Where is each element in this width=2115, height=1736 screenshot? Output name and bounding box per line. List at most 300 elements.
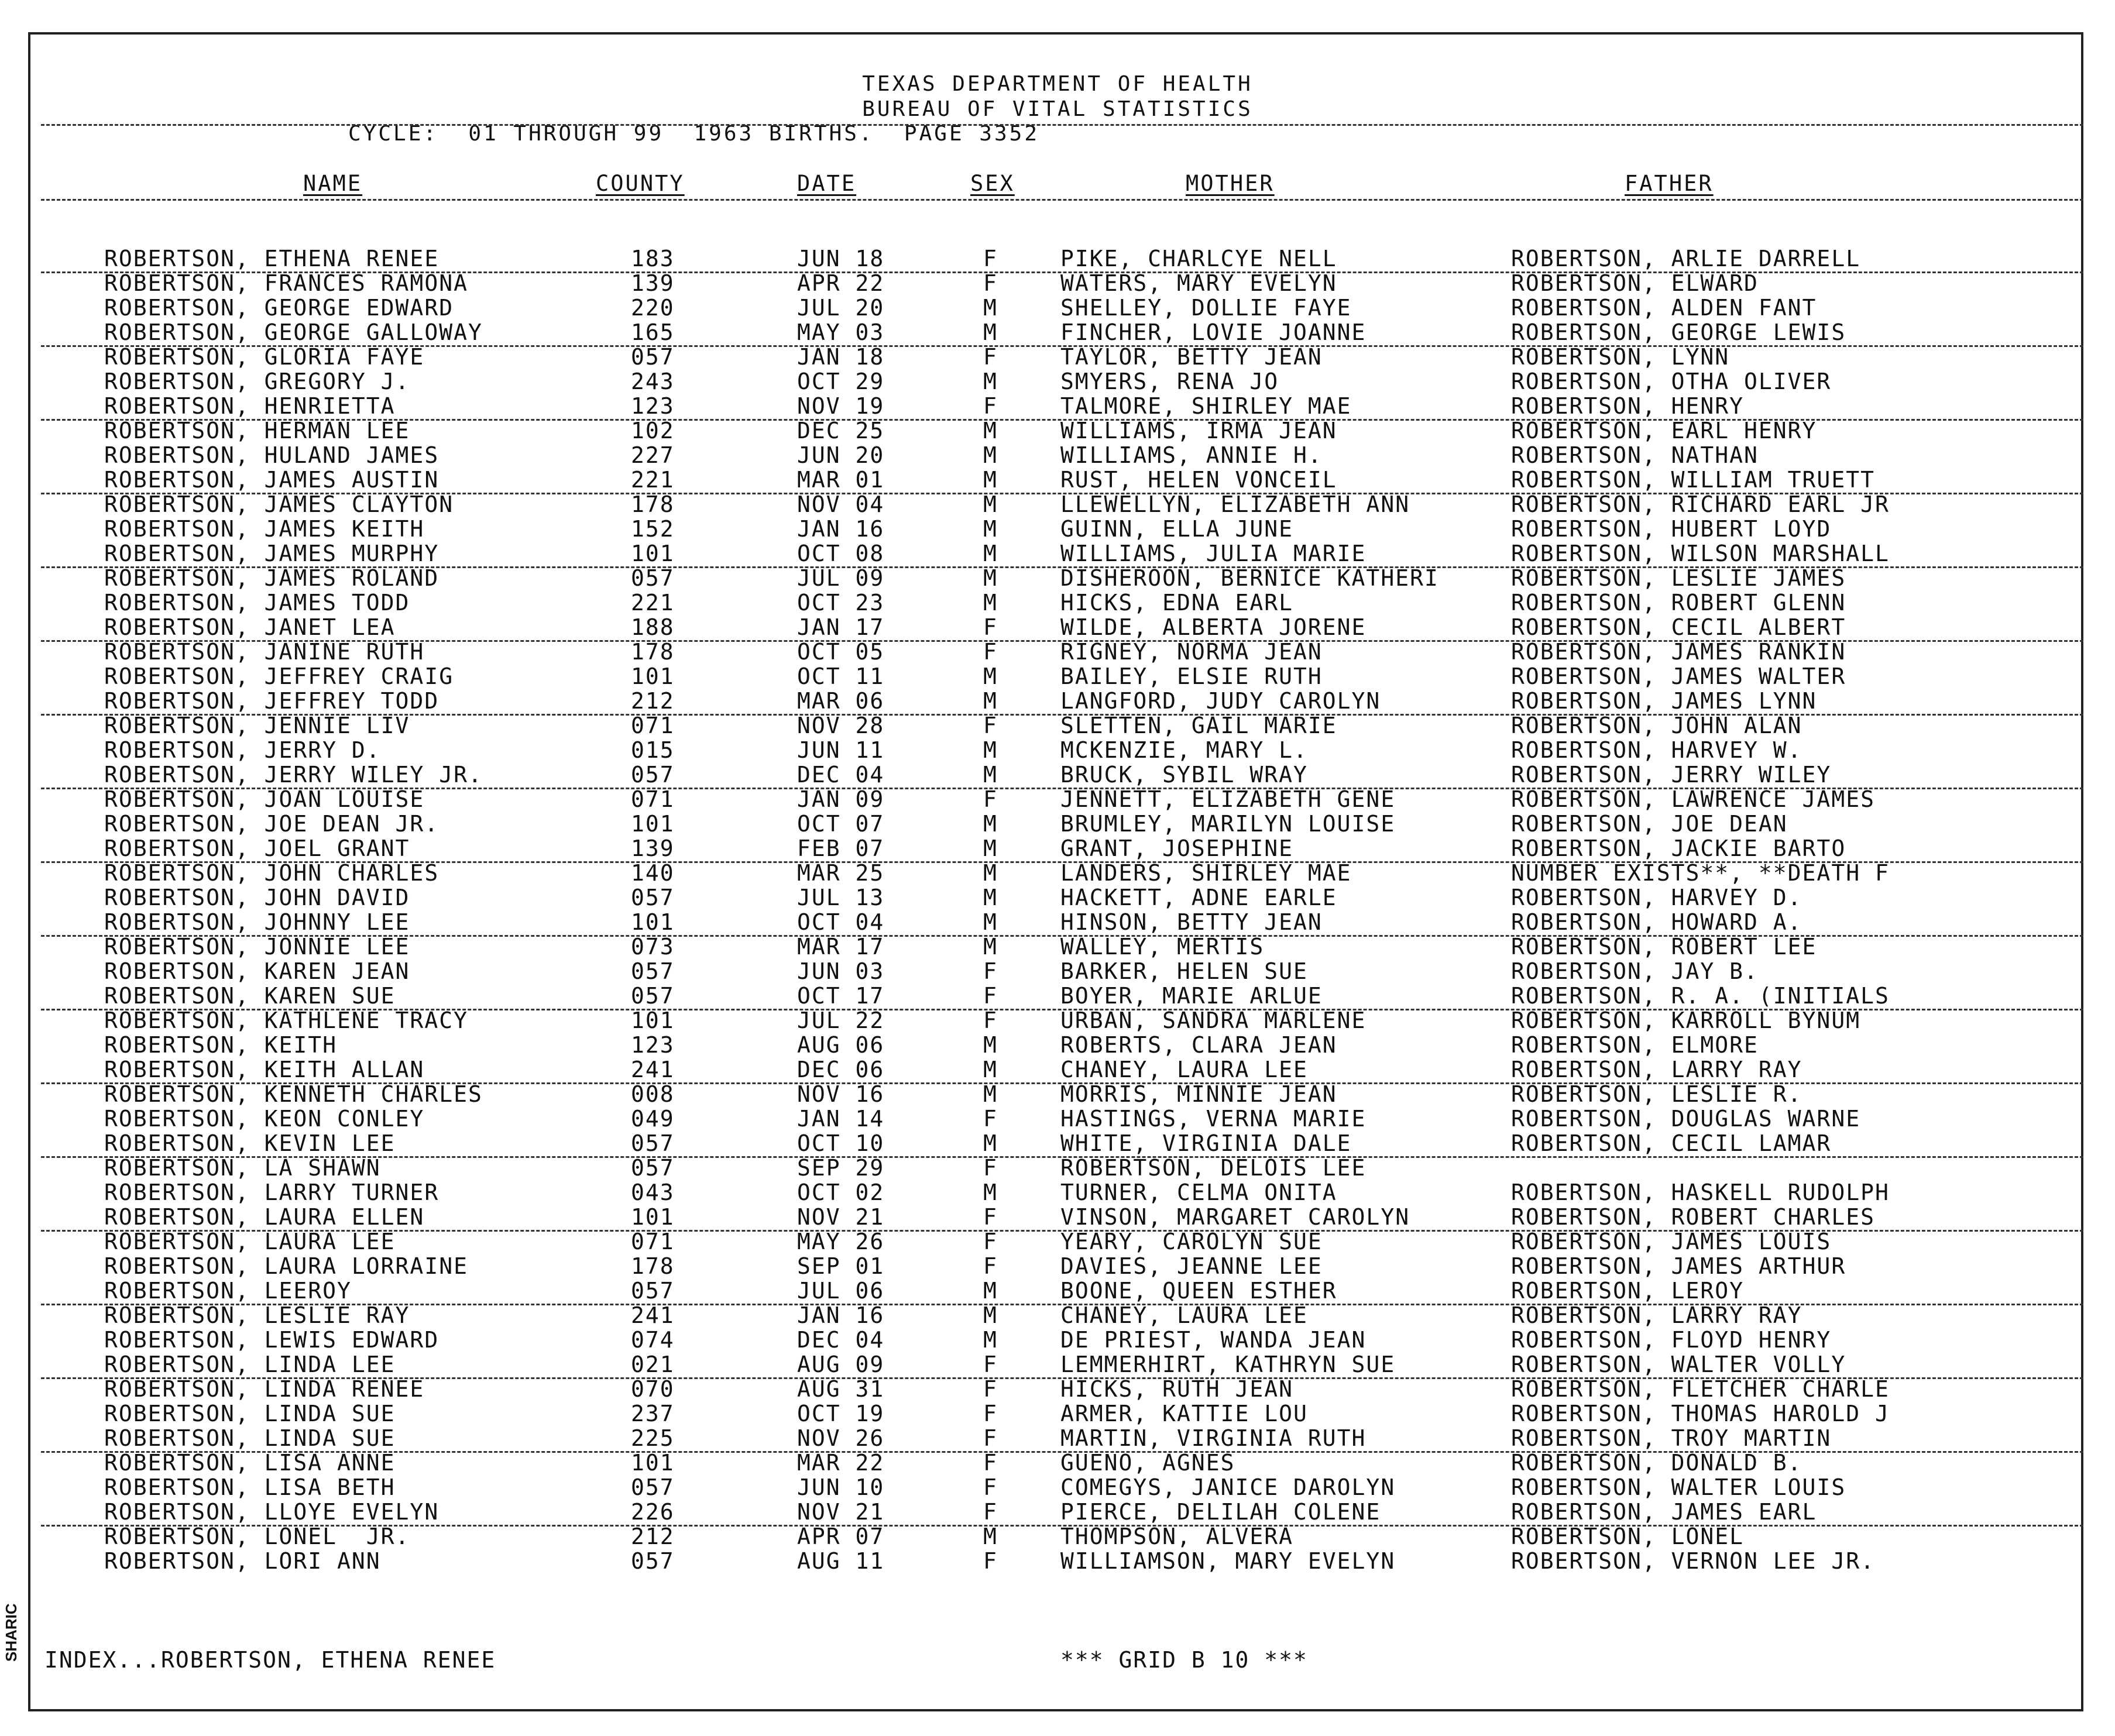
col-header-name: NAME [303, 171, 363, 196]
cell-date: APR 07 [797, 1524, 885, 1549]
table-row [0, 1057, 2115, 1081]
cell-county: 057 [631, 885, 675, 910]
cell-name: ROBERTSON, LISA BETH [104, 1474, 396, 1500]
cell-father: ROBERTSON, VERNON LEE JR. [1511, 1548, 1875, 1574]
cell-county: 221 [631, 467, 675, 493]
cell-father: ROBERTSON, LARRY RAY [1511, 1302, 1802, 1328]
table-row [0, 344, 2115, 369]
table-row [0, 1524, 2115, 1548]
cell-county: 152 [631, 516, 675, 542]
cell-sex: M [983, 934, 998, 960]
cell-sex: M [983, 1180, 998, 1205]
cell-name: ROBERTSON, LAURA LEE [104, 1229, 396, 1254]
cell-sex: F [983, 246, 998, 271]
cell-sex: F [983, 1106, 998, 1132]
cell-name: ROBERTSON, LINDA SUE [104, 1425, 396, 1451]
cell-name: ROBERTSON, GEORGE EDWARD [104, 295, 454, 321]
cell-county: 057 [631, 1278, 675, 1304]
table-row [0, 1352, 2115, 1376]
cell-date: JUN 11 [797, 737, 885, 763]
cell-mother: CHANEY, LAURA LEE [1060, 1302, 1308, 1328]
cell-sex: M [983, 295, 998, 321]
table-row [0, 1229, 2115, 1253]
cell-county: 123 [631, 1032, 675, 1058]
cell-name: ROBERTSON, FRANCES RAMONA [104, 270, 468, 296]
cell-father: ROBERTSON, JOHN ALAN [1511, 713, 1802, 738]
cell-mother: MCKENZIE, MARY L. [1060, 737, 1308, 763]
table-row [0, 491, 2115, 516]
cell-name: ROBERTSON, HERMAN LEE [104, 418, 410, 444]
table-row [0, 786, 2115, 811]
cell-mother: WILLIAMSON, MARY EVELYN [1060, 1548, 1396, 1574]
cell-county: 212 [631, 1524, 675, 1549]
table-row [0, 1425, 2115, 1450]
cell-name: ROBERTSON, LA SHAWN [104, 1155, 381, 1181]
cell-father: ROBERTSON, DOUGLAS WARNE [1511, 1106, 1861, 1132]
cell-date: NOV 19 [797, 393, 885, 419]
cell-sex: F [983, 1229, 998, 1254]
cell-mother: THOMPSON, ALVERA [1060, 1524, 1294, 1549]
cell-mother: HASTINGS, VERNA MARIE [1060, 1106, 1366, 1132]
table-row [0, 983, 2115, 1008]
cell-father: ROBERTSON, KARROLL BYNUM [1511, 1008, 1861, 1033]
cell-sex: F [983, 958, 998, 984]
cell-county: 043 [631, 1180, 675, 1205]
table-row [0, 934, 2115, 958]
cell-sex: M [983, 1278, 998, 1304]
table-row [0, 1474, 2115, 1499]
cell-county: 178 [631, 639, 675, 665]
cell-county: 073 [631, 934, 675, 960]
cell-name: ROBERTSON, JEFFREY TODD [104, 688, 440, 714]
cell-date: NOV 28 [797, 713, 885, 738]
cell-county: 241 [631, 1057, 675, 1082]
cell-county: 057 [631, 1155, 675, 1181]
cell-father: ROBERTSON, JERRY WILEY [1511, 762, 1832, 788]
cell-date: JUL 13 [797, 885, 885, 910]
cell-county: 101 [631, 1204, 675, 1230]
cell-name: ROBERTSON, JAMES ROLAND [104, 565, 440, 591]
cell-father: NUMBER EXISTS**, **DEATH F [1511, 860, 1890, 886]
cell-county: 057 [631, 565, 675, 591]
cell-county: 237 [631, 1401, 675, 1426]
cell-county: 178 [631, 491, 675, 517]
cell-county: 225 [631, 1425, 675, 1451]
cell-sex: M [983, 1130, 998, 1156]
cell-sex: M [983, 467, 998, 493]
cell-mother: HICKS, RUTH JEAN [1060, 1376, 1294, 1402]
table-row [0, 1548, 2115, 1573]
cell-father: ROBERTSON, THOMAS HAROLD J [1511, 1401, 1890, 1426]
table-row [0, 1401, 2115, 1425]
cell-name: ROBERTSON, JAMES TODD [104, 590, 410, 616]
cell-date: NOV 26 [797, 1425, 885, 1451]
cell-date: OCT 23 [797, 590, 885, 616]
cell-date: JUL 06 [797, 1278, 885, 1304]
agency-title: TEXAS DEPARTMENT OF HEALTH [862, 72, 1253, 96]
table-row [0, 319, 2115, 344]
cell-date: OCT 19 [797, 1401, 885, 1426]
cell-sex: F [983, 344, 998, 370]
cell-father: ROBERTSON, ROBERT GLENN [1511, 590, 1846, 616]
cell-mother: WILDE, ALBERTA JORENE [1060, 614, 1366, 640]
cell-mother: LANDERS, SHIRLEY MAE [1060, 860, 1352, 886]
cell-name: ROBERTSON, KENNETH CHARLES [104, 1081, 483, 1107]
cell-date: AUG 31 [797, 1376, 885, 1402]
cell-name: ROBERTSON, JAMES KEITH [104, 516, 425, 542]
bureau-title: BUREAU OF VITAL STATISTICS [862, 97, 1253, 121]
cell-sex: F [983, 1548, 998, 1574]
cell-date: AUG 06 [797, 1032, 885, 1058]
cell-sex: F [983, 639, 998, 665]
table-row [0, 418, 2115, 442]
cell-father: ROBERTSON, JAMES LYNN [1511, 688, 1817, 714]
cell-name: ROBERTSON, KAREN SUE [104, 983, 396, 1009]
cell-father: ROBERTSON, JAMES ARTHUR [1511, 1253, 1846, 1279]
cell-name: ROBERTSON, JONNIE LEE [104, 934, 410, 960]
cell-name: ROBERTSON, JOHN DAVID [104, 885, 410, 910]
cell-county: 071 [631, 786, 675, 812]
table-row [0, 516, 2115, 541]
cell-father: ROBERTSON, CECIL ALBERT [1511, 614, 1846, 640]
cell-sex: M [983, 811, 998, 837]
cell-father: ROBERTSON, HASKELL RUDOLPH [1511, 1180, 1890, 1205]
cell-name: ROBERTSON, ETHENA RENEE [104, 246, 440, 271]
cell-sex: F [983, 786, 998, 812]
cell-mother: ARMER, KATTIE LOU [1060, 1401, 1308, 1426]
cell-date: JAN 16 [797, 516, 885, 542]
cell-father: ROBERTSON, ALDEN FANT [1511, 295, 1817, 321]
cell-father: ROBERTSON, TROY MARTIN [1511, 1425, 1832, 1451]
col-header-father: FATHER [1625, 171, 1714, 196]
table-row [0, 1106, 2115, 1130]
cell-mother: BAILEY, ELSIE RUTH [1060, 664, 1323, 689]
cell-sex: F [983, 1425, 998, 1451]
cell-county: 241 [631, 1302, 675, 1328]
cell-sex: F [983, 983, 998, 1009]
cell-date: MAR 06 [797, 688, 885, 714]
cell-name: ROBERTSON, LEEROY [104, 1278, 352, 1304]
cell-date: NOV 16 [797, 1081, 885, 1107]
cell-mother: JENNETT, ELIZABETH GENE [1060, 786, 1396, 812]
cell-mother: CHANEY, LAURA LEE [1060, 1057, 1308, 1082]
cell-county: 057 [631, 762, 675, 788]
cell-mother: SHELLEY, DOLLIE FAYE [1060, 295, 1352, 321]
cell-date: SEP 01 [797, 1253, 885, 1279]
cell-mother: HINSON, BETTY JEAN [1060, 909, 1323, 935]
cell-name: ROBERTSON, LISA ANNE [104, 1450, 396, 1476]
cell-date: APR 22 [797, 270, 885, 296]
cell-sex: M [983, 1032, 998, 1058]
cell-date: JUN 18 [797, 246, 885, 271]
cell-county: 139 [631, 270, 675, 296]
table-row [0, 836, 2115, 860]
cell-father: ROBERTSON, EARL HENRY [1511, 418, 1817, 444]
table-row [0, 1155, 2115, 1180]
cell-mother: URBAN, SANDRA MARLENE [1060, 1008, 1366, 1033]
table-row [0, 1204, 2115, 1229]
cell-name: ROBERTSON, JENNIE LIV [104, 713, 410, 738]
cell-mother: WHITE, VIRGINIA DALE [1060, 1130, 1352, 1156]
cell-father: ROBERTSON, JAMES EARL [1511, 1499, 1817, 1525]
cell-mother: WALLEY, MERTIS [1060, 934, 1265, 960]
cell-sex: F [983, 1204, 998, 1230]
cell-sex: F [983, 1352, 998, 1377]
cell-name: ROBERTSON, JERRY WILEY JR. [104, 762, 483, 788]
cell-date: MAR 22 [797, 1450, 885, 1476]
cell-father: ROBERTSON, JAY B. [1511, 958, 1759, 984]
cell-father: ROBERTSON, CECIL LAMAR [1511, 1130, 1832, 1156]
cell-date: JAN 14 [797, 1106, 885, 1132]
cell-mother: TALMORE, SHIRLEY MAE [1060, 393, 1352, 419]
table-row [0, 369, 2115, 393]
cell-father: ROBERTSON, LAWRENCE JAMES [1511, 786, 1875, 812]
cell-sex: F [983, 1499, 998, 1525]
cell-date: JAN 18 [797, 344, 885, 370]
cell-name: ROBERTSON, JOEL GRANT [104, 836, 410, 861]
cell-sex: M [983, 1302, 998, 1328]
cell-name: ROBERTSON, LLOYE EVELYN [104, 1499, 440, 1525]
cell-mother: GUINN, ELLA JUNE [1060, 516, 1294, 542]
cell-date: JUN 10 [797, 1474, 885, 1500]
cell-father: ROBERTSON, WALTER LOUIS [1511, 1474, 1846, 1500]
table-row [0, 565, 2115, 590]
cell-name: ROBERTSON, JOHN CHARLES [104, 860, 440, 886]
table-row [0, 639, 2115, 664]
cell-sex: M [983, 860, 998, 886]
cell-county: 101 [631, 1008, 675, 1033]
cell-date: JUN 03 [797, 958, 885, 984]
cell-sex: M [983, 885, 998, 910]
col-header-county: COUNTY [596, 171, 685, 196]
cell-father: ROBERTSON, OTHA OLIVER [1511, 369, 1832, 394]
cell-sex: F [983, 1450, 998, 1476]
table-row [0, 1327, 2115, 1352]
cell-mother: WILLIAMS, JULIA MARIE [1060, 541, 1366, 566]
cell-mother: BRUCK, SYBIL WRAY [1060, 762, 1308, 788]
cell-sex: M [983, 1327, 998, 1353]
table-row [0, 909, 2115, 934]
cell-county: 021 [631, 1352, 675, 1377]
cell-mother: PIKE, CHARLCYE NELL [1060, 246, 1337, 271]
cell-date: DEC 06 [797, 1057, 885, 1082]
cell-county: 057 [631, 1130, 675, 1156]
cell-sex: M [983, 319, 998, 345]
cell-father: ROBERTSON, FLOYD HENRY [1511, 1327, 1832, 1353]
cell-name: ROBERTSON, JAMES MURPHY [104, 541, 440, 566]
cell-sex: M [983, 1057, 998, 1082]
table-row [0, 713, 2115, 737]
cell-sex: F [983, 1474, 998, 1500]
cell-date: JAN 16 [797, 1302, 885, 1328]
table-row [0, 737, 2115, 762]
cell-father: ROBERTSON, JACKIE BARTO [1511, 836, 1846, 861]
cell-mother: SLETTEN, GAIL MARIE [1060, 713, 1337, 738]
cell-father: ROBERTSON, ELWARD [1511, 270, 1759, 296]
cell-sex: F [983, 1253, 998, 1279]
cell-father: ROBERTSON, LEROY [1511, 1278, 1745, 1304]
cell-county: 101 [631, 811, 675, 837]
cell-name: ROBERTSON, JEFFREY CRAIG [104, 664, 454, 689]
cell-date: OCT 17 [797, 983, 885, 1009]
cell-mother: RUST, HELEN VONCEIL [1060, 467, 1337, 493]
table-row [0, 541, 2115, 565]
cell-mother: LEMMERHIRT, KATHRYN SUE [1060, 1352, 1396, 1377]
cell-county: 102 [631, 418, 675, 444]
cell-county: 183 [631, 246, 675, 271]
cell-name: ROBERTSON, LONEL JR. [104, 1524, 410, 1549]
cell-date: NOV 21 [797, 1499, 885, 1525]
table-row [0, 688, 2115, 713]
cell-sex: M [983, 1524, 998, 1549]
cell-date: MAY 26 [797, 1229, 885, 1254]
cell-date: JAN 17 [797, 614, 885, 640]
cell-name: ROBERTSON, JERRY D. [104, 737, 381, 763]
cell-name: ROBERTSON, GREGORY J. [104, 369, 410, 394]
cell-mother: VINSON, MARGARET CAROLYN [1060, 1204, 1410, 1230]
cell-county: 049 [631, 1106, 675, 1132]
table-row [0, 1253, 2115, 1278]
cell-name: ROBERTSON, JOE DEAN JR. [104, 811, 440, 837]
cell-name: ROBERTSON, LAURA ELLEN [104, 1204, 425, 1230]
table-row [0, 1499, 2115, 1524]
cell-name: ROBERTSON, GLORIA FAYE [104, 344, 425, 370]
cell-name: ROBERTSON, KAREN JEAN [104, 958, 410, 984]
table-row [0, 762, 2115, 786]
col-header-mother: MOTHER [1186, 171, 1275, 196]
table-row [0, 860, 2115, 885]
cell-father: ROBERTSON, ROBERT LEE [1511, 934, 1817, 960]
cell-sex: F [983, 1401, 998, 1426]
cell-sex: M [983, 491, 998, 517]
cell-county: 008 [631, 1081, 675, 1107]
cell-county: 165 [631, 319, 675, 345]
cell-father: ROBERTSON, ROBERT CHARLES [1511, 1204, 1875, 1230]
cell-father: ROBERTSON, HUBERT LOYD [1511, 516, 1832, 542]
cell-mother: LLEWELLYN, ELIZABETH ANN [1060, 491, 1410, 517]
table-row [0, 614, 2115, 639]
cell-mother: BARKER, HELEN SUE [1060, 958, 1308, 984]
cell-date: OCT 10 [797, 1130, 885, 1156]
cell-county: 221 [631, 590, 675, 616]
cell-name: ROBERTSON, LINDA RENEE [104, 1376, 425, 1402]
cell-father: ROBERTSON, HOWARD A. [1511, 909, 1802, 935]
cell-mother: WILLIAMS, IRMA JEAN [1060, 418, 1337, 444]
cell-county: 101 [631, 664, 675, 689]
cell-father: ROBERTSON, WALTER VOLLY [1511, 1352, 1846, 1377]
cell-date: NOV 21 [797, 1204, 885, 1230]
cell-county: 123 [631, 393, 675, 419]
cell-date: OCT 05 [797, 639, 885, 665]
cell-father: ROBERTSON, GEORGE LEWIS [1511, 319, 1846, 345]
grid-footer: *** GRID B 10 *** [1060, 1647, 1308, 1673]
table-row [0, 1032, 2115, 1057]
cell-date: SEP 29 [797, 1155, 885, 1181]
cell-date: MAR 17 [797, 934, 885, 960]
cell-mother: TURNER, CELMA ONITA [1060, 1180, 1337, 1205]
column-divider [41, 199, 2083, 201]
cell-date: JUL 20 [797, 295, 885, 321]
cell-name: ROBERTSON, KATHLENE TRACY [104, 1008, 468, 1033]
cell-date: DEC 25 [797, 418, 885, 444]
cell-county: 015 [631, 737, 675, 763]
cell-mother: COMEGYS, JANICE DAROLYN [1060, 1474, 1396, 1500]
cell-mother: TAYLOR, BETTY JEAN [1060, 344, 1323, 370]
cell-county: 212 [631, 688, 675, 714]
cell-date: JUL 09 [797, 565, 885, 591]
cell-date: AUG 11 [797, 1548, 885, 1574]
cell-father: ROBERTSON, LARRY RAY [1511, 1057, 1802, 1082]
cell-date: OCT 07 [797, 811, 885, 837]
cell-name: ROBERTSON, JAMES AUSTIN [104, 467, 440, 493]
cell-county: 243 [631, 369, 675, 394]
cell-county: 057 [631, 1474, 675, 1500]
cell-sex: M [983, 909, 998, 935]
cell-sex: F [983, 270, 998, 296]
table-row [0, 590, 2115, 614]
cell-mother: BOYER, MARIE ARLUE [1060, 983, 1323, 1009]
cell-mother: HACKETT, ADNE EARLE [1060, 885, 1337, 910]
cell-date: DEC 04 [797, 762, 885, 788]
cell-sex: F [983, 713, 998, 738]
cell-sex: M [983, 565, 998, 591]
cell-county: 178 [631, 1253, 675, 1279]
cell-county: 057 [631, 1548, 675, 1574]
cell-sex: M [983, 418, 998, 444]
cell-sex: M [983, 516, 998, 542]
cell-father: ROBERTSON, LESLIE JAMES [1511, 565, 1846, 591]
cell-sex: F [983, 1008, 998, 1033]
cycle-line: CYCLE: 01 THROUGH 99 1963 BIRTHS. PAGE 3352 [348, 122, 1039, 146]
cell-mother: GUENO, AGNES [1060, 1450, 1235, 1476]
cell-sex: M [983, 664, 998, 689]
cell-father: ROBERTSON, LYNN [1511, 344, 1730, 370]
cell-mother: PIERCE, DELILAH COLENE [1060, 1499, 1381, 1525]
table-row [0, 1450, 2115, 1474]
cell-name: ROBERTSON, JANINE RUTH [104, 639, 425, 665]
cell-name: ROBERTSON, LORI ANN [104, 1548, 381, 1574]
cell-name: ROBERTSON, GEORGE GALLOWAY [104, 319, 483, 345]
cell-county: 226 [631, 1499, 675, 1525]
table-row [0, 467, 2115, 491]
cell-county: 071 [631, 713, 675, 738]
cell-father: ROBERTSON, FLETCHER CHARLE [1511, 1376, 1890, 1402]
table-row [0, 1302, 2115, 1327]
cell-name: ROBERTSON, LINDA LEE [104, 1352, 396, 1377]
table-row [0, 885, 2115, 909]
cell-date: MAR 01 [797, 467, 885, 493]
cell-date: OCT 02 [797, 1180, 885, 1205]
cell-father: ROBERTSON, LESLIE R. [1511, 1081, 1802, 1107]
cell-date: OCT 29 [797, 369, 885, 394]
cell-father: ROBERTSON, DONALD B. [1511, 1450, 1802, 1476]
table-row [0, 1278, 2115, 1302]
cell-sex: F [983, 393, 998, 419]
cell-sex: M [983, 737, 998, 763]
cell-mother: MARTIN, VIRGINIA RUTH [1060, 1425, 1366, 1451]
cell-name: ROBERTSON, HENRIETTA [104, 393, 396, 419]
cell-sex: F [983, 1376, 998, 1402]
cell-county: 070 [631, 1376, 675, 1402]
cell-date: AUG 09 [797, 1352, 885, 1377]
cell-sex: M [983, 442, 998, 468]
cell-sex: M [983, 541, 998, 566]
cell-father: ROBERTSON, HARVEY D. [1511, 885, 1802, 910]
cell-mother: DISHEROON, BERNICE KATHERI [1060, 565, 1439, 591]
cell-county: 101 [631, 909, 675, 935]
table-row [0, 664, 2115, 688]
cell-mother: BOONE, QUEEN ESTHER [1060, 1278, 1337, 1304]
